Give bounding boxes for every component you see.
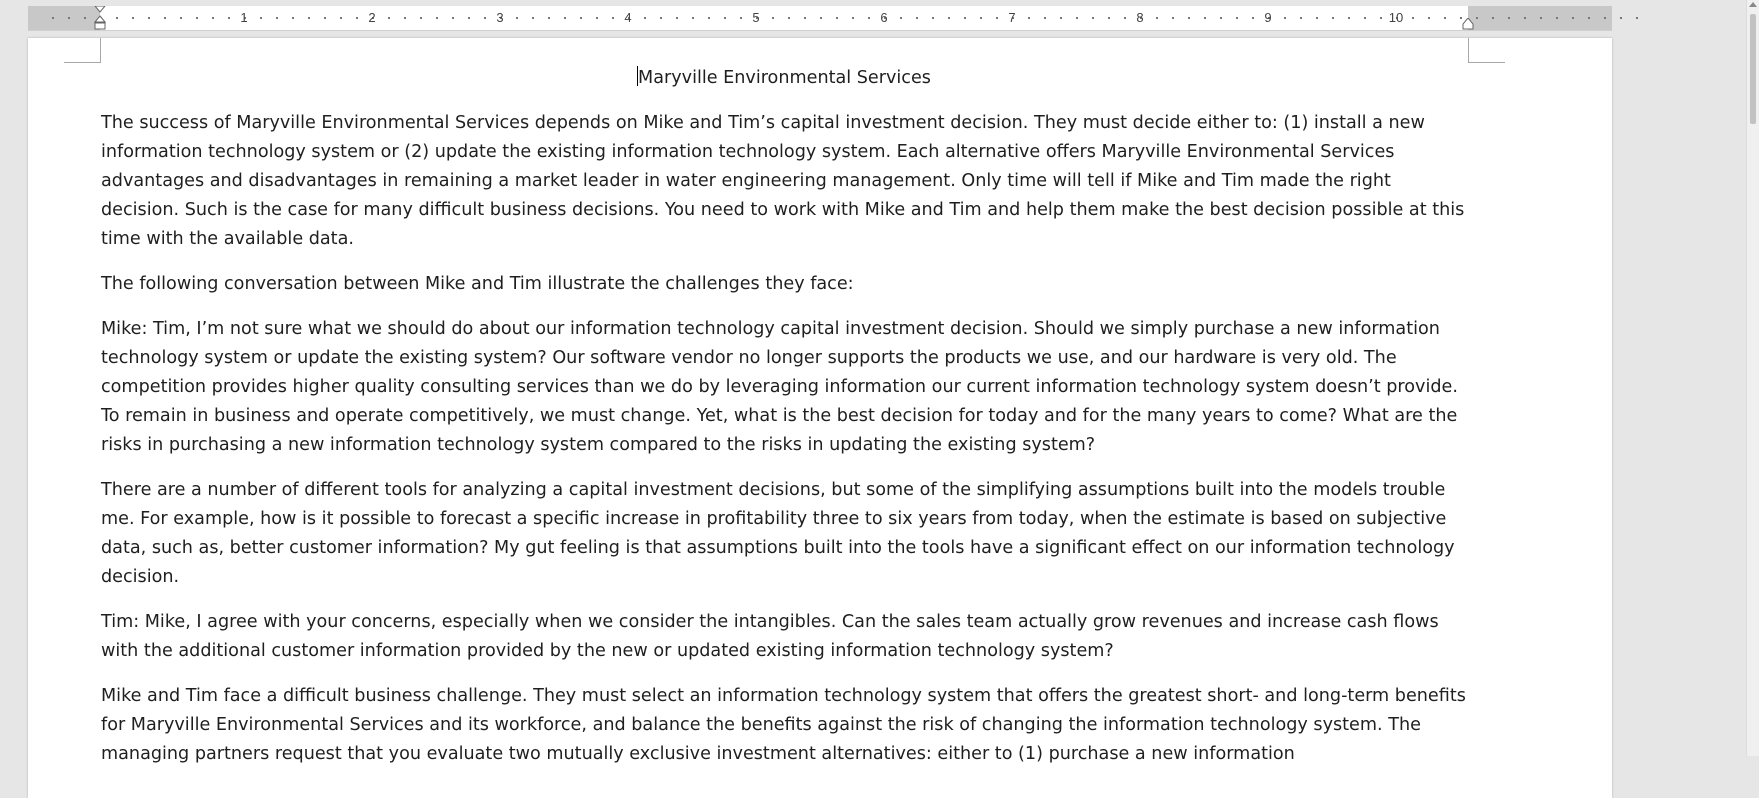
ruler-number: 1	[240, 10, 248, 25]
ruler-tick	[548, 17, 550, 19]
ruler-tick	[1236, 17, 1238, 19]
ruler-left-margin	[28, 6, 100, 30]
ruler-tick	[1188, 17, 1190, 19]
scroll-up-icon[interactable]	[1749, 2, 1757, 7]
ruler-tick	[532, 17, 534, 19]
ruler-tick	[1220, 17, 1222, 19]
ruler-number: 6	[880, 10, 888, 25]
vertical-scrollbar[interactable]	[1746, 0, 1759, 756]
ruler-tick	[1300, 17, 1302, 19]
document-title-text: Maryville Environmental Services	[638, 68, 931, 88]
paragraph[interactable]: The success of Maryville Environmental Services depends on Mike and Tim’s capital investment decision. They must decide either to: (1) install a new information technology system or (2) update the existing information technology system. Each alternative offers Maryville Environmental Services advantages and disadvantages in remaining a market leader in water engineering management. Only time will tell if Mike and Tim made the right decision. Such is the case for many difficult business decisions. You need to work with Mike and Tim and help them make the best decision possible at this time with the available data.	[101, 113, 1465, 249]
ruler-number: 9	[1264, 10, 1272, 25]
ruler-tick	[772, 17, 774, 19]
ruler-tick	[804, 17, 806, 19]
ruler-tick	[1620, 17, 1622, 19]
ruler-tick	[1540, 17, 1542, 19]
ruler-number: 2	[368, 10, 376, 25]
ruler-tick	[1476, 17, 1478, 19]
ruler-tick	[228, 17, 230, 19]
ruler-tick	[1380, 17, 1382, 19]
paragraph[interactable]: Mike: Tim, I’m not sure what we should do about our information technology capital investment decision. Should we simply purchase a new information technology system or update the existing system? Our software vendor no longer supports the products we use, and our hardware is very old. The competition provides higher quality consulting services than we do by leveraging information our current information technology system doesn’t provide. To remain in business and operate competitively, we must change. Yet, what is the best decision for today and for the many years to come? What are the risks in purchasing a new information technology system compared to the risks in updating the existing system?	[101, 319, 1458, 455]
page-corner-top-right	[1468, 38, 1505, 63]
paragraph[interactable]: Tim: Mike, I agree with your concerns, especially when we consider the intangibles. Can the sales team actually grow revenues and increase cash flows with the additional customer information provided by the new or updated existing information technology system?	[101, 612, 1439, 661]
ruler-tick	[84, 17, 86, 19]
ruler-tick	[1348, 17, 1350, 19]
ruler-tick	[1572, 17, 1574, 19]
ruler-tick	[1044, 17, 1046, 19]
ruler-tick	[964, 17, 966, 19]
ruler-tick	[900, 17, 902, 19]
ruler-tick	[852, 17, 854, 19]
ruler-tick	[1252, 17, 1254, 19]
ruler-tick	[1556, 17, 1558, 19]
ruler-tick	[1316, 17, 1318, 19]
ruler-number: 3	[496, 10, 504, 25]
page-corner-top-left	[64, 38, 101, 63]
ruler-tick	[324, 17, 326, 19]
ruler-tick	[644, 17, 646, 19]
paragraph[interactable]: Mike and Tim face a difficult business challenge. They must select an information technology system that offers the greatest short- and long-term benefits for Maryville Environmental Services and its workforce, and balance the benefits against the risk of changing the information technology system. The managing partners request that you evaluate two mutually exclusive investment alternatives: either to (1) purchase a new information	[101, 686, 1466, 764]
ruler-tick	[1428, 17, 1430, 19]
ruler-tick	[1172, 17, 1174, 19]
paragraph[interactable]: The following conversation between Mike and Tim illustrate the challenges they face:	[101, 274, 854, 294]
ruler-tick	[148, 17, 150, 19]
ruler-tick	[164, 17, 166, 19]
ruler-tick	[996, 17, 998, 19]
ruler-tick	[1108, 17, 1110, 19]
ruler-tick	[676, 17, 678, 19]
document-title[interactable]	[101, 64, 1467, 93]
ruler-tick	[52, 17, 54, 19]
ruler-tick	[564, 17, 566, 19]
ruler-tick	[1364, 17, 1366, 19]
ruler-tick	[292, 17, 294, 19]
ruler-tick	[516, 17, 518, 19]
ruler-tick	[788, 17, 790, 19]
ruler-number: 10	[1388, 10, 1404, 25]
ruler-tick	[1076, 17, 1078, 19]
ruler-tick	[1492, 17, 1494, 19]
ruler-tick	[276, 17, 278, 19]
indent-marker-icon[interactable]	[94, 6, 106, 30]
ruler-tick	[404, 17, 406, 19]
ruler-number: 5	[752, 10, 760, 25]
ruler-tick	[452, 17, 454, 19]
ruler-tick	[708, 17, 710, 19]
ruler-tick	[596, 17, 598, 19]
ruler-number: 4	[624, 10, 632, 25]
ruler-tick	[1284, 17, 1286, 19]
paragraph[interactable]: There are a number of different tools for analyzing a capital investment decisions, but some of the simplifying assumptions built into the models trouble me. For example, how is it possible to forecast a specific increase in profitability three to six years from today, when the estimate is based on subjective data, such as, better customer information? My gut feeling is that assumptions built into the tools have a significant effect on our information technology decision.	[101, 480, 1455, 587]
ruler-tick	[1604, 17, 1606, 19]
ruler-tick	[1156, 17, 1158, 19]
ruler-tick	[1060, 17, 1062, 19]
ruler-tick	[1636, 17, 1638, 19]
ruler-tick	[180, 17, 182, 19]
right-indent-marker-icon[interactable]	[1462, 18, 1474, 30]
document-page[interactable]	[28, 38, 1612, 798]
ruler-tick	[724, 17, 726, 19]
ruler-number: 8	[1136, 10, 1144, 25]
ruler-tick	[980, 17, 982, 19]
horizontal-ruler[interactable]	[28, 6, 1612, 31]
ruler-tick	[580, 17, 582, 19]
ruler-tick	[916, 17, 918, 19]
ruler-tick	[468, 17, 470, 19]
ruler-tick	[68, 17, 70, 19]
ruler-tick	[196, 17, 198, 19]
ruler-tick	[820, 17, 822, 19]
ruler-tick	[1524, 17, 1526, 19]
ruler-tick	[660, 17, 662, 19]
ruler-tick	[356, 17, 358, 19]
ruler-tick	[612, 17, 614, 19]
ruler-tick	[1444, 17, 1446, 19]
ruler-tick	[868, 17, 870, 19]
ruler-tick	[308, 17, 310, 19]
ruler-tick	[740, 17, 742, 19]
ruler-tick	[260, 17, 262, 19]
document-body[interactable]	[101, 64, 1467, 785]
ruler-tick	[932, 17, 934, 19]
ruler-tick	[1092, 17, 1094, 19]
ruler-tick	[1204, 17, 1206, 19]
ruler-tick	[132, 17, 134, 19]
ruler-tick	[388, 17, 390, 19]
ruler-tick	[340, 17, 342, 19]
ruler-tick	[484, 17, 486, 19]
scrollbar-thumb[interactable]	[1750, 14, 1756, 124]
ruler-tick	[836, 17, 838, 19]
ruler-tick	[948, 17, 950, 19]
ruler-tick	[436, 17, 438, 19]
ruler-tick	[1124, 17, 1126, 19]
ruler-tick	[1028, 17, 1030, 19]
ruler-number: 7	[1008, 10, 1016, 25]
ruler-tick	[1588, 17, 1590, 19]
ruler-tick	[1508, 17, 1510, 19]
ruler-tick	[116, 17, 118, 19]
ruler-tick	[212, 17, 214, 19]
ruler-tick	[420, 17, 422, 19]
ruler-tick	[1412, 17, 1414, 19]
ruler-tick	[692, 17, 694, 19]
ruler-tick	[1332, 17, 1334, 19]
